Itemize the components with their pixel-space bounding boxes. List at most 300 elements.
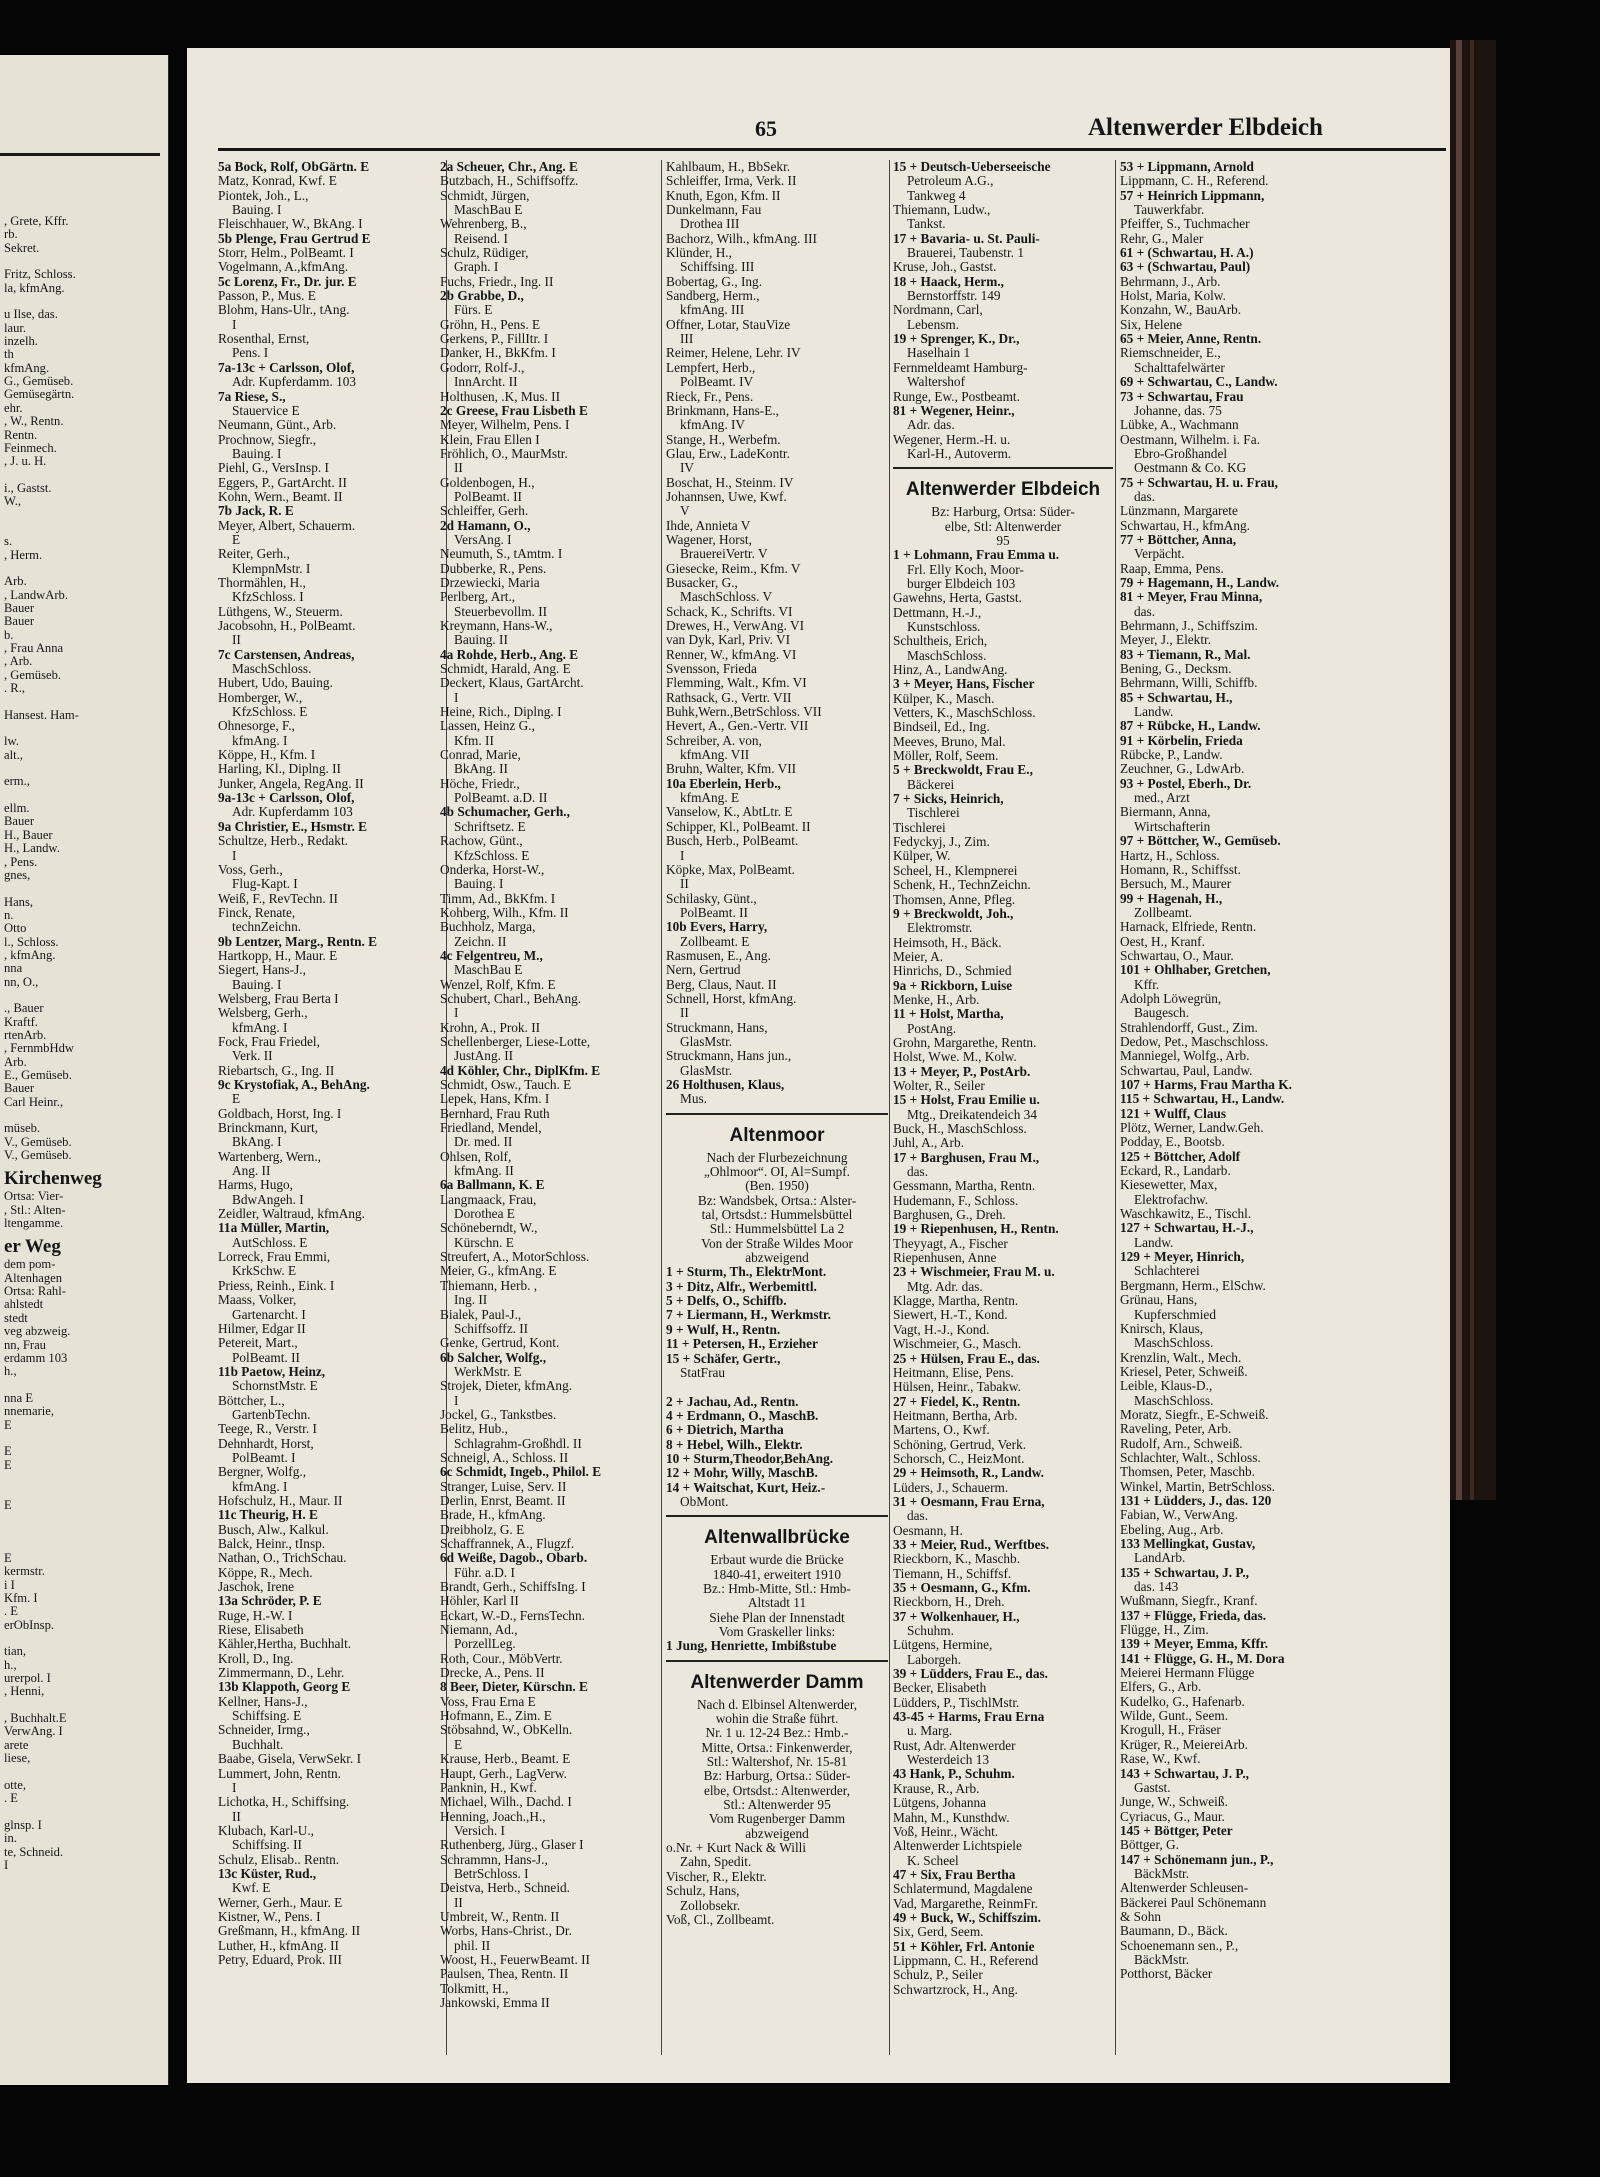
- entry-line: Matz, Konrad, Kwf. E: [218, 174, 337, 189]
- sliver-line: Sekret.: [4, 241, 40, 255]
- entry-line: Klein, Frau Ellen I: [440, 432, 540, 447]
- entry-line: u. Marg.: [907, 1724, 953, 1739]
- entry-line: 9b Lentzer, Marg., Rentn. E: [218, 934, 378, 949]
- entry-line: WerkMstr. E: [454, 1364, 522, 1379]
- entry-line: Raap, Emma, Pens.: [1120, 561, 1224, 576]
- sliver-line: E: [4, 1458, 12, 1472]
- street-heading: Altenmoor: [729, 1124, 825, 1146]
- entry-line: Lorreck, Frau Emmi,: [218, 1250, 331, 1265]
- entry-line: Meier, A.: [893, 949, 944, 964]
- entry-line: Stauervice E: [232, 403, 300, 418]
- sliver-line: inzelh.: [4, 335, 38, 349]
- street-note: „Ohlmoor“. OI, Al=Sumpf.: [704, 1165, 850, 1180]
- entry-line: Paulsen, Thea, Rentn. II: [440, 1967, 569, 1982]
- entry-line: BetrSchloss. I: [454, 1866, 529, 1881]
- entry-line: Stranger, Luise, Serv. II: [440, 1479, 567, 1494]
- entry-line: Hinz, A., LandwAng.: [893, 663, 1008, 677]
- entry-line: Harnack, Elfriede, Rentn.: [1120, 920, 1257, 935]
- entry-line: PolBeamt. II: [454, 489, 522, 504]
- entry-line: Voß, Heinr., Wächt.: [893, 1824, 999, 1839]
- sliver-line: [4, 469, 169, 482]
- entry-line: BdwAngeh. I: [232, 1192, 304, 1207]
- entry-line: 35 + Oesmann, G., Kfm.: [893, 1581, 1031, 1595]
- entry-line: Schubert, Charl., BehAng.: [440, 991, 582, 1006]
- entry-line: Offner, Lotar, StauVize: [666, 317, 791, 332]
- entry-line: 14 + Waitschat, Kurt, Heiz.-: [666, 1480, 826, 1495]
- entry-line: Schneider, Irmg.,: [218, 1723, 310, 1738]
- entry-line: Finck, Renate,: [218, 905, 296, 920]
- entry-line: Pens. I: [232, 346, 269, 361]
- entry-line: Passon, P., Mus. E: [218, 289, 316, 304]
- entry-line: Drecke, A., Pens. II: [440, 1666, 545, 1681]
- sliver-line: [4, 789, 169, 802]
- entry-line: Lütgens, Johanna: [893, 1796, 987, 1811]
- running-head: Altenwerder Elbdeich: [1088, 114, 1323, 141]
- sliver-line: müseb.: [4, 1122, 41, 1136]
- entry-line: Gastst.: [1134, 1780, 1171, 1795]
- entry-line: Schiffsoffz. II: [454, 1321, 529, 1336]
- sliver-line: [4, 1806, 169, 1819]
- entry-line: Külper, K., Masch.: [893, 691, 995, 706]
- entry-line: Eckard, R., Landarb.: [1120, 1164, 1231, 1179]
- entry-line: GlasMstr.: [680, 1034, 733, 1049]
- entry-line: Meeves, Bruno, Mal.: [893, 734, 1006, 749]
- entry-line: Busacker, G.,: [666, 575, 738, 590]
- entry-line: Krause, Herb., Beamt. E: [440, 1752, 571, 1767]
- entry-line: Wilde, Gunt., Seem.: [1120, 1709, 1229, 1724]
- sliver-line: Carl Heinr.,: [4, 1095, 64, 1109]
- entry-line: Rieck, Fr., Pens.: [666, 389, 754, 404]
- entry-line: 5b Plenge, Frau Gertrud E: [218, 231, 371, 246]
- entry-line: Dr. med. II: [454, 1135, 513, 1150]
- entry-line: Schulz, Rüdiger,: [440, 246, 529, 261]
- entry-line: 6a Ballmann, K. E: [440, 1178, 545, 1193]
- entry-line: Wagener, Horst,: [666, 532, 752, 547]
- street-note: Nr. 1 u. 12-24 Bez.: Hmb.-: [705, 1726, 849, 1741]
- street-note: Stl.: Waltershof, Nr. 15-81: [706, 1755, 848, 1770]
- entry-line: 13a Schröder, P. E: [218, 1594, 322, 1609]
- entry-line: [666, 1380, 888, 1394]
- entry-line: Weiß, F., RevTechn. II: [218, 891, 338, 906]
- entry-line: Harms, Hugo,: [218, 1178, 293, 1193]
- entry-line: Kwf. E: [232, 1881, 271, 1896]
- entry-line: II: [680, 1006, 689, 1021]
- entry-line: Schriftsetz. E: [454, 819, 526, 834]
- entry-line: 53 + Lippmann, Arnold: [1120, 160, 1254, 174]
- entry-line: Lübke, A., Wachmann: [1120, 418, 1239, 433]
- entry-line: 26 Holthusen, Klaus,: [666, 1078, 785, 1092]
- sliver-line: Bauer: [4, 615, 35, 629]
- entry-line: Schneigl, A., Schloss. II: [440, 1450, 569, 1465]
- entry-line: Six, Gerd, Seem.: [893, 1925, 984, 1940]
- entry-line: Lassen, Heinz G.,: [440, 719, 535, 734]
- entry-line: kfmAng. II: [454, 1164, 514, 1179]
- entry-line: Haupt, Gerh., LagVerw.: [440, 1766, 567, 1781]
- entry-line: Zeuchner, G., LdwArb.: [1120, 762, 1245, 777]
- entry-line: Rachow, Günt.,: [440, 834, 523, 849]
- sliver-line: er Weg: [4, 1236, 61, 1258]
- column-2: [440, 160, 660, 2065]
- entry-line: 135 + Schwartau, J. P.,: [1120, 1565, 1249, 1580]
- entry-line: das.: [1134, 604, 1156, 619]
- entry-line: Woost, H., FeuerwBeamt. II: [440, 1952, 590, 1967]
- entry-line: 10b Evers, Harry,: [666, 920, 768, 935]
- entry-line: Köpke, Max, PolBeamt.: [666, 862, 795, 877]
- entry-line: Leible, Klaus-D.,: [1120, 1379, 1213, 1394]
- sliver-line: E: [4, 1418, 12, 1432]
- entry-line: Michael, Wilh., Dachd. I: [440, 1795, 572, 1810]
- entry-line: Lempfert, Herb.,: [666, 360, 756, 375]
- entry-line: 47 + Six, Frau Bertha: [893, 1867, 1016, 1882]
- entry-line: Hudemann, F., Schloss.: [893, 1193, 1019, 1208]
- entry-line: Moratz, Siegfr., E-Schweiß.: [1120, 1407, 1269, 1422]
- entry-line: Flügge, H., Zim.: [1120, 1623, 1209, 1638]
- sliver-line: [4, 1525, 169, 1538]
- entry-line: KrkSchw. E: [232, 1264, 297, 1279]
- entry-line: Ebro-Großhandel: [1134, 446, 1228, 461]
- sliver-line: nn, O.,: [4, 975, 39, 989]
- entry-line: Bauing. I: [232, 203, 282, 218]
- entry-line: Schenk, H., TechnZeichn.: [893, 878, 1031, 893]
- entry-line: Schalttafelwärter: [1134, 360, 1225, 375]
- entry-line: Köppe, R., Mech.: [218, 1565, 313, 1580]
- entry-line: KlempnMstr. I: [232, 561, 311, 576]
- entry-line: Vetters, K., MaschSchloss.: [893, 706, 1036, 721]
- entry-line: Reisend. I: [454, 231, 508, 246]
- entry-line: KfzSchloss. I: [232, 590, 304, 605]
- street-note: wohin die Straße führt.: [715, 1712, 839, 1727]
- entry-line: Altenwerder Schleusen-: [1120, 1881, 1249, 1896]
- entry-line: Godorr, Rolf-J.,: [440, 360, 525, 375]
- entry-line: Ang. II: [232, 1164, 271, 1179]
- entry-line: Grohn, Margarethe, Rentn.: [893, 1035, 1037, 1050]
- entry-line: Rübcke, P., Landw.: [1120, 748, 1223, 763]
- entry-line: Kruse, Joh., Gastst.: [893, 260, 997, 275]
- entry-line: Adr. Kupferdamm. 103: [232, 375, 357, 390]
- entry-line: Kfm. II: [454, 733, 494, 748]
- sliver-line: i I: [4, 1578, 15, 1592]
- entry-line: & Sohn: [1120, 1909, 1162, 1924]
- entry-line: Schreiber, A. von,: [666, 733, 762, 748]
- entry-line: Stöbsahnd, W., ObKelln.: [440, 1723, 573, 1738]
- sliver-line: E., Gemüseb.: [4, 1069, 72, 1082]
- street-note: Vom Graskeller links:: [718, 1625, 836, 1639]
- entry-line: technZeichn.: [232, 920, 302, 935]
- sliver-line: gnes,: [4, 868, 31, 882]
- entry-line: Strojek, Dieter, kfmAng.: [440, 1379, 573, 1394]
- entry-line: 133 Mellingkat, Gustav,: [1120, 1537, 1256, 1551]
- previous-page-sliver: [0, 55, 169, 2085]
- entry-line: II: [454, 1895, 463, 1910]
- entry-line: Tischlerei: [893, 820, 946, 835]
- entry-line: Klagge, Martha, Rentn.: [893, 1294, 1019, 1309]
- sliver-line: rtenArb.: [4, 1028, 47, 1042]
- entry-line: Schlagrahm-Großhdl. II: [454, 1436, 582, 1451]
- sliver-line: H., Bauer: [4, 828, 53, 842]
- entry-line: Wußmann, Siegfr., Kranf.: [1120, 1594, 1258, 1609]
- entry-line: 83 + Tiemann, R., Mal.: [1120, 647, 1251, 662]
- entry-line: Vischer, R., Elektr.: [666, 1869, 767, 1884]
- sliver-line: lw.: [4, 735, 19, 749]
- sliver-line: laur.: [4, 321, 27, 335]
- entry-line: Sandberg, Herm.,: [666, 289, 760, 304]
- sliver-line: u Ilse, das.: [4, 308, 58, 322]
- entry-line: Elektromstr.: [907, 921, 973, 936]
- sliver-line: nnemarie,: [4, 1405, 54, 1419]
- entry-line: Struckmann, Hans jun.,: [666, 1049, 792, 1064]
- sliver-line: ehr.: [4, 401, 23, 415]
- entry-line: Neumuth, S., tAmtm. I: [440, 547, 563, 562]
- entry-line: Rust, Adr. Altenwerder: [893, 1738, 1016, 1753]
- sliver-line: [4, 989, 169, 1002]
- sliver-line: Rentn.: [4, 428, 38, 442]
- sliver-line: [4, 1539, 169, 1552]
- entry-line: 1 + Sturm, Th., ElektrMont.: [666, 1265, 827, 1280]
- entry-line: PolBeamt. I: [232, 1450, 296, 1465]
- column-rule: [1115, 160, 1116, 2055]
- entry-line: Mus.: [680, 1092, 707, 1107]
- entry-line: Fedyckyj, J., Zim.: [893, 835, 990, 850]
- entry-line: Schmidt, Harald, Ang. E: [440, 662, 571, 677]
- entry-line: Adr. Kupferdamm 103: [232, 805, 353, 820]
- sliver-line: . E: [4, 1605, 18, 1619]
- entry-line: Deistva, Herb., Schneid.: [440, 1881, 570, 1896]
- street-note: abzweigend: [745, 1826, 809, 1841]
- entry-line: Pfeiffer, S., Tuchmacher: [1120, 217, 1250, 232]
- entry-line: Petry, Eduard, Prok. III: [218, 1952, 342, 1967]
- entry-line: Giesecke, Reim., Kfm. V: [666, 561, 801, 576]
- entry-line: Jankowski, Emma II: [440, 1996, 550, 2010]
- entry-line: Busch, Herb., PolBeamt.: [666, 834, 799, 849]
- entry-line: Holst, Wwe. M., Kolw.: [893, 1050, 1017, 1065]
- entry-line: Lichotka, H., Schiffsing.: [218, 1795, 350, 1810]
- entry-line: 147 + Schönemann jun., P.,: [1120, 1852, 1274, 1867]
- entry-line: Heimsoth, H., Bäck.: [893, 935, 1002, 950]
- entry-line: Elektrofachw.: [1134, 1192, 1209, 1207]
- entry-line: Westerdeich 13: [907, 1753, 990, 1768]
- entry-line: Reimer, Helene, Lehr. IV: [666, 346, 801, 361]
- entry-line: Kunstschloss.: [907, 619, 981, 634]
- entry-line: Kffr.: [1134, 977, 1160, 992]
- entry-line: Johannsen, Uwe, Kwf.: [666, 489, 787, 504]
- entry-line: 137 + Flügge, Frieda, das.: [1120, 1608, 1267, 1623]
- entry-line: Nathan, O., TrichSchau.: [218, 1551, 347, 1566]
- entry-line: Teege, R., Verstr. I: [218, 1422, 317, 1437]
- entry-line: Jaschok, Irene: [218, 1580, 295, 1595]
- entry-line: Flemming, Walt., Kfm. VI: [666, 676, 807, 691]
- entry-line: Frl. Elly Koch, Moor-: [907, 562, 1024, 577]
- entry-line: Schleiffer, Gerh.: [440, 504, 529, 519]
- entry-line: 9a-13c + Carlsson, Olof,: [218, 791, 355, 806]
- entry-line: Schiffsing. II: [232, 1838, 302, 1853]
- entry-line: Lippmann, C. H., Referend: [893, 1953, 1039, 1968]
- entry-line: Busch, Alw., Kalkul.: [218, 1522, 329, 1537]
- entry-line: Wischmeier, G., Masch.: [893, 1337, 1022, 1352]
- entry-line: 7 + Liermann, H., Werkmstr.: [666, 1308, 831, 1323]
- entry-line: Podday, E., Bootsb.: [1120, 1135, 1225, 1150]
- entry-line: 11 + Holst, Martha,: [893, 1007, 1004, 1022]
- entry-line: MaschSchloss.: [907, 648, 987, 663]
- entry-line: Landw.: [1134, 705, 1174, 720]
- sliver-line: alt.,: [4, 748, 23, 762]
- entry-line: Köppe, H., Kfm. I: [218, 748, 316, 763]
- entry-line: 3 + Ditz, Alfr., Werbemittl.: [666, 1279, 817, 1294]
- entry-line: Bernstorffstr. 149: [907, 289, 1001, 304]
- entry-line: Fröhlich, O., MaurMstr.: [440, 446, 568, 461]
- entry-line: 10a Eberlein, Herb.,: [666, 776, 781, 791]
- entry-line: 13c Küster, Rud.,: [218, 1866, 317, 1881]
- entry-line: Ohnesorge, F.,: [218, 719, 295, 734]
- entry-line: Grünau, Hans,: [1120, 1293, 1198, 1308]
- entry-line: Petroleum A.G.,: [907, 174, 994, 189]
- entry-line: Voß, Cl., Zollbeamt.: [666, 1912, 775, 1927]
- entry-line: Kriesel, Peter, Schweiß.: [1120, 1364, 1248, 1379]
- entry-line: Butzbach, H., Schiffsoffz.: [440, 174, 579, 189]
- entry-line: Wirtschafterin: [1134, 819, 1211, 834]
- entry-line: Konzahn, W., BauArb.: [1120, 303, 1242, 318]
- entry-line: 63 + (Schwartau, Paul): [1120, 260, 1251, 275]
- entry-line: Lippmann, C. H., Referend.: [1120, 174, 1269, 189]
- entry-line: 15 + Holst, Frau Emilie u.: [893, 1093, 1040, 1108]
- entry-line: 17 + Bavaria- u. St. Pauli-: [893, 231, 1040, 246]
- entry-line: MaschBau E: [454, 203, 523, 218]
- entry-line: Schiffsing. III: [680, 260, 755, 275]
- entry-line: Plötz, Werner, Landw.Geh.: [1120, 1121, 1264, 1136]
- sliver-line: , kfmAng.: [4, 948, 56, 962]
- entry-line: IV: [680, 461, 695, 476]
- entry-line: 2b Grabbe, D.,: [440, 289, 524, 304]
- entry-line: Buck, H., MaschSchloss.: [893, 1122, 1027, 1136]
- sliver-line: ., Bauer: [4, 1002, 44, 1016]
- sliver-line: [4, 1432, 169, 1445]
- entry-line: 91 + Körbelin, Frieda: [1120, 733, 1243, 748]
- column-rule: [889, 160, 890, 2055]
- entry-line: GlasMstr.: [680, 1063, 733, 1078]
- entry-line: Gawehns, Herta, Gastst.: [893, 591, 1022, 606]
- entry-line: Krenzlin, Walt., Mech.: [1120, 1350, 1242, 1365]
- entry-line: Goldenbogen, H.,: [440, 475, 535, 490]
- entry-line: 7c Carstensen, Andreas,: [218, 647, 355, 662]
- entry-line: Schwartzrock, H., Ang.: [893, 1982, 1018, 1997]
- entry-line: Verk. II: [232, 1049, 273, 1064]
- street-note: 1840-41, erweitert 1910: [712, 1567, 842, 1582]
- entry-line: Möller, Rolf, Seem.: [893, 749, 999, 764]
- entry-line: Oest, H., Kranf.: [1120, 934, 1205, 949]
- sliver-line: [4, 1632, 169, 1645]
- entry-line: Martens, O., Kwf.: [893, 1423, 990, 1438]
- entry-line: Altenwerder Lichtspiele: [893, 1839, 1022, 1854]
- entry-line: Thiemann, Ludw.,: [893, 203, 991, 218]
- entry-line: I: [232, 848, 237, 863]
- entry-line: Blohm, Hans-Ulr., tAng.: [218, 303, 350, 318]
- street-note: 95: [996, 533, 1010, 548]
- entry-line: 121 + Wulff, Claus: [1120, 1106, 1227, 1121]
- entry-line: 43 Hank, P., Schuhm.: [893, 1767, 1015, 1782]
- entry-line: Höhler, Karl II: [440, 1594, 519, 1609]
- entry-line: Dorothea E: [454, 1207, 515, 1222]
- entry-line: Kistner, W., Pens. I: [218, 1909, 321, 1924]
- entry-line: 1 + Lohmann, Frau Emma u.: [893, 548, 1060, 563]
- entry-line: das.: [1134, 489, 1156, 504]
- entry-line: Riepenhusen, Anne: [893, 1251, 997, 1266]
- entry-line: Bauing. I: [454, 877, 504, 892]
- entry-line: 2d Hamann, O.,: [440, 518, 531, 533]
- entry-line: Schulz, P., Seiler: [893, 1968, 983, 1983]
- entry-line: Renner, W., kfmAng. VI: [666, 647, 797, 662]
- entry-line: Höche, Friedr.,: [440, 776, 520, 791]
- entry-line: Belitz, Hub.,: [440, 1422, 508, 1437]
- entry-line: Haselhain 1: [907, 346, 971, 361]
- entry-line: Berg, Claus, Naut. II: [666, 977, 777, 992]
- entry-line: Holst, Maria, Kolw.: [1120, 289, 1226, 304]
- entry-line: Krohn, A., Prok. II: [440, 1020, 541, 1035]
- entry-line: Siewert, H.-T., Kond.: [893, 1308, 1008, 1323]
- sliver-line: ltengamme.: [4, 1217, 64, 1231]
- entry-line: Rieckborn, K., Maschb.: [893, 1552, 1021, 1567]
- column-rule: [661, 160, 662, 2055]
- entry-line: phil. II: [454, 1938, 491, 1953]
- entry-line: MaschSchloss.: [232, 662, 312, 677]
- sliver-line: W.,: [4, 495, 22, 509]
- entry-line: Bindseil, Ed., Ing.: [893, 720, 990, 735]
- entry-line: Wartenberg, Wern.,: [218, 1149, 321, 1164]
- entry-line: II: [454, 461, 463, 476]
- street-note: tal, Ortsdst.: Hummelsbüttel: [701, 1208, 853, 1223]
- sliver-line: [4, 295, 169, 308]
- entry-line: 25 + Hülsen, Frau E., das.: [893, 1351, 1040, 1366]
- entry-line: 5 + Delfs, O., Schiffb.: [666, 1294, 787, 1309]
- entry-line: 101 + Ohlhaber, Gretchen,: [1120, 963, 1271, 978]
- entry-line: Six, Helene: [1120, 317, 1183, 332]
- entry-line: Gröhn, H., Pens. E: [440, 317, 541, 332]
- entry-line: Schwartau, H., kfmAng.: [1120, 518, 1250, 533]
- entry-line: Bauing. I: [232, 977, 282, 992]
- entry-line: Mtg. Adr. das.: [907, 1279, 983, 1294]
- entry-line: 6b Salcher, Wolfg.,: [440, 1350, 547, 1365]
- entry-line: Nern, Gertrud: [666, 963, 741, 978]
- entry-line: Welsberg, Gerh.,: [218, 1006, 308, 1021]
- entry-line: Drothea III: [680, 217, 740, 232]
- entry-line: PorzellLeg.: [454, 1637, 516, 1652]
- sliver-line: , W., Rentn.: [4, 415, 64, 429]
- entry-line: Tankweg 4: [907, 188, 966, 203]
- entry-line: Raveling, Peter, Arb.: [1120, 1422, 1232, 1437]
- sliver-line: otte,: [4, 1778, 27, 1792]
- entry-line: KfzSchloss. E: [454, 848, 530, 863]
- entry-line: 81 + Wegener, Heinr.,: [893, 403, 1015, 418]
- entry-line: Hilmer, Edgar II: [218, 1321, 306, 1336]
- entry-line: GartenbTechn.: [232, 1407, 311, 1422]
- entry-line: 5 + Breckwoldt, Frau E.,: [893, 763, 1033, 778]
- sliver-line: Arb.: [4, 1055, 27, 1069]
- entry-line: Piehl, G., VersInsp. I: [218, 461, 329, 476]
- entry-line: Theyyagt, A., Fischer: [893, 1236, 1008, 1251]
- entry-line: PolBeamt. II: [232, 1350, 300, 1365]
- sliver-line: V., Gemüseb.: [4, 1135, 72, 1149]
- entry-line: Homann, R., Schiffsst.: [1120, 862, 1241, 877]
- sliver-line: kfmAng.: [4, 361, 50, 375]
- entry-line: Buhk,Wern.,BetrSchloss. VII: [666, 705, 822, 720]
- entry-line: Dreibholz, G. E: [440, 1522, 525, 1537]
- entry-line: Bialek, Paul-J.,: [440, 1307, 522, 1322]
- entry-line: 65 + Meier, Anne, Rentn.: [1120, 332, 1262, 347]
- previous-page-rule: [0, 153, 160, 156]
- street-note: Mitte, Ortsa.: Finkenwerder,: [701, 1740, 853, 1755]
- sliver-line: Bauer: [4, 815, 35, 829]
- entry-line: 143 + Schwartau, J. P.,: [1120, 1766, 1249, 1781]
- entry-line: Bauing. II: [454, 633, 508, 648]
- sliver-line: ahlstedt: [4, 1298, 44, 1312]
